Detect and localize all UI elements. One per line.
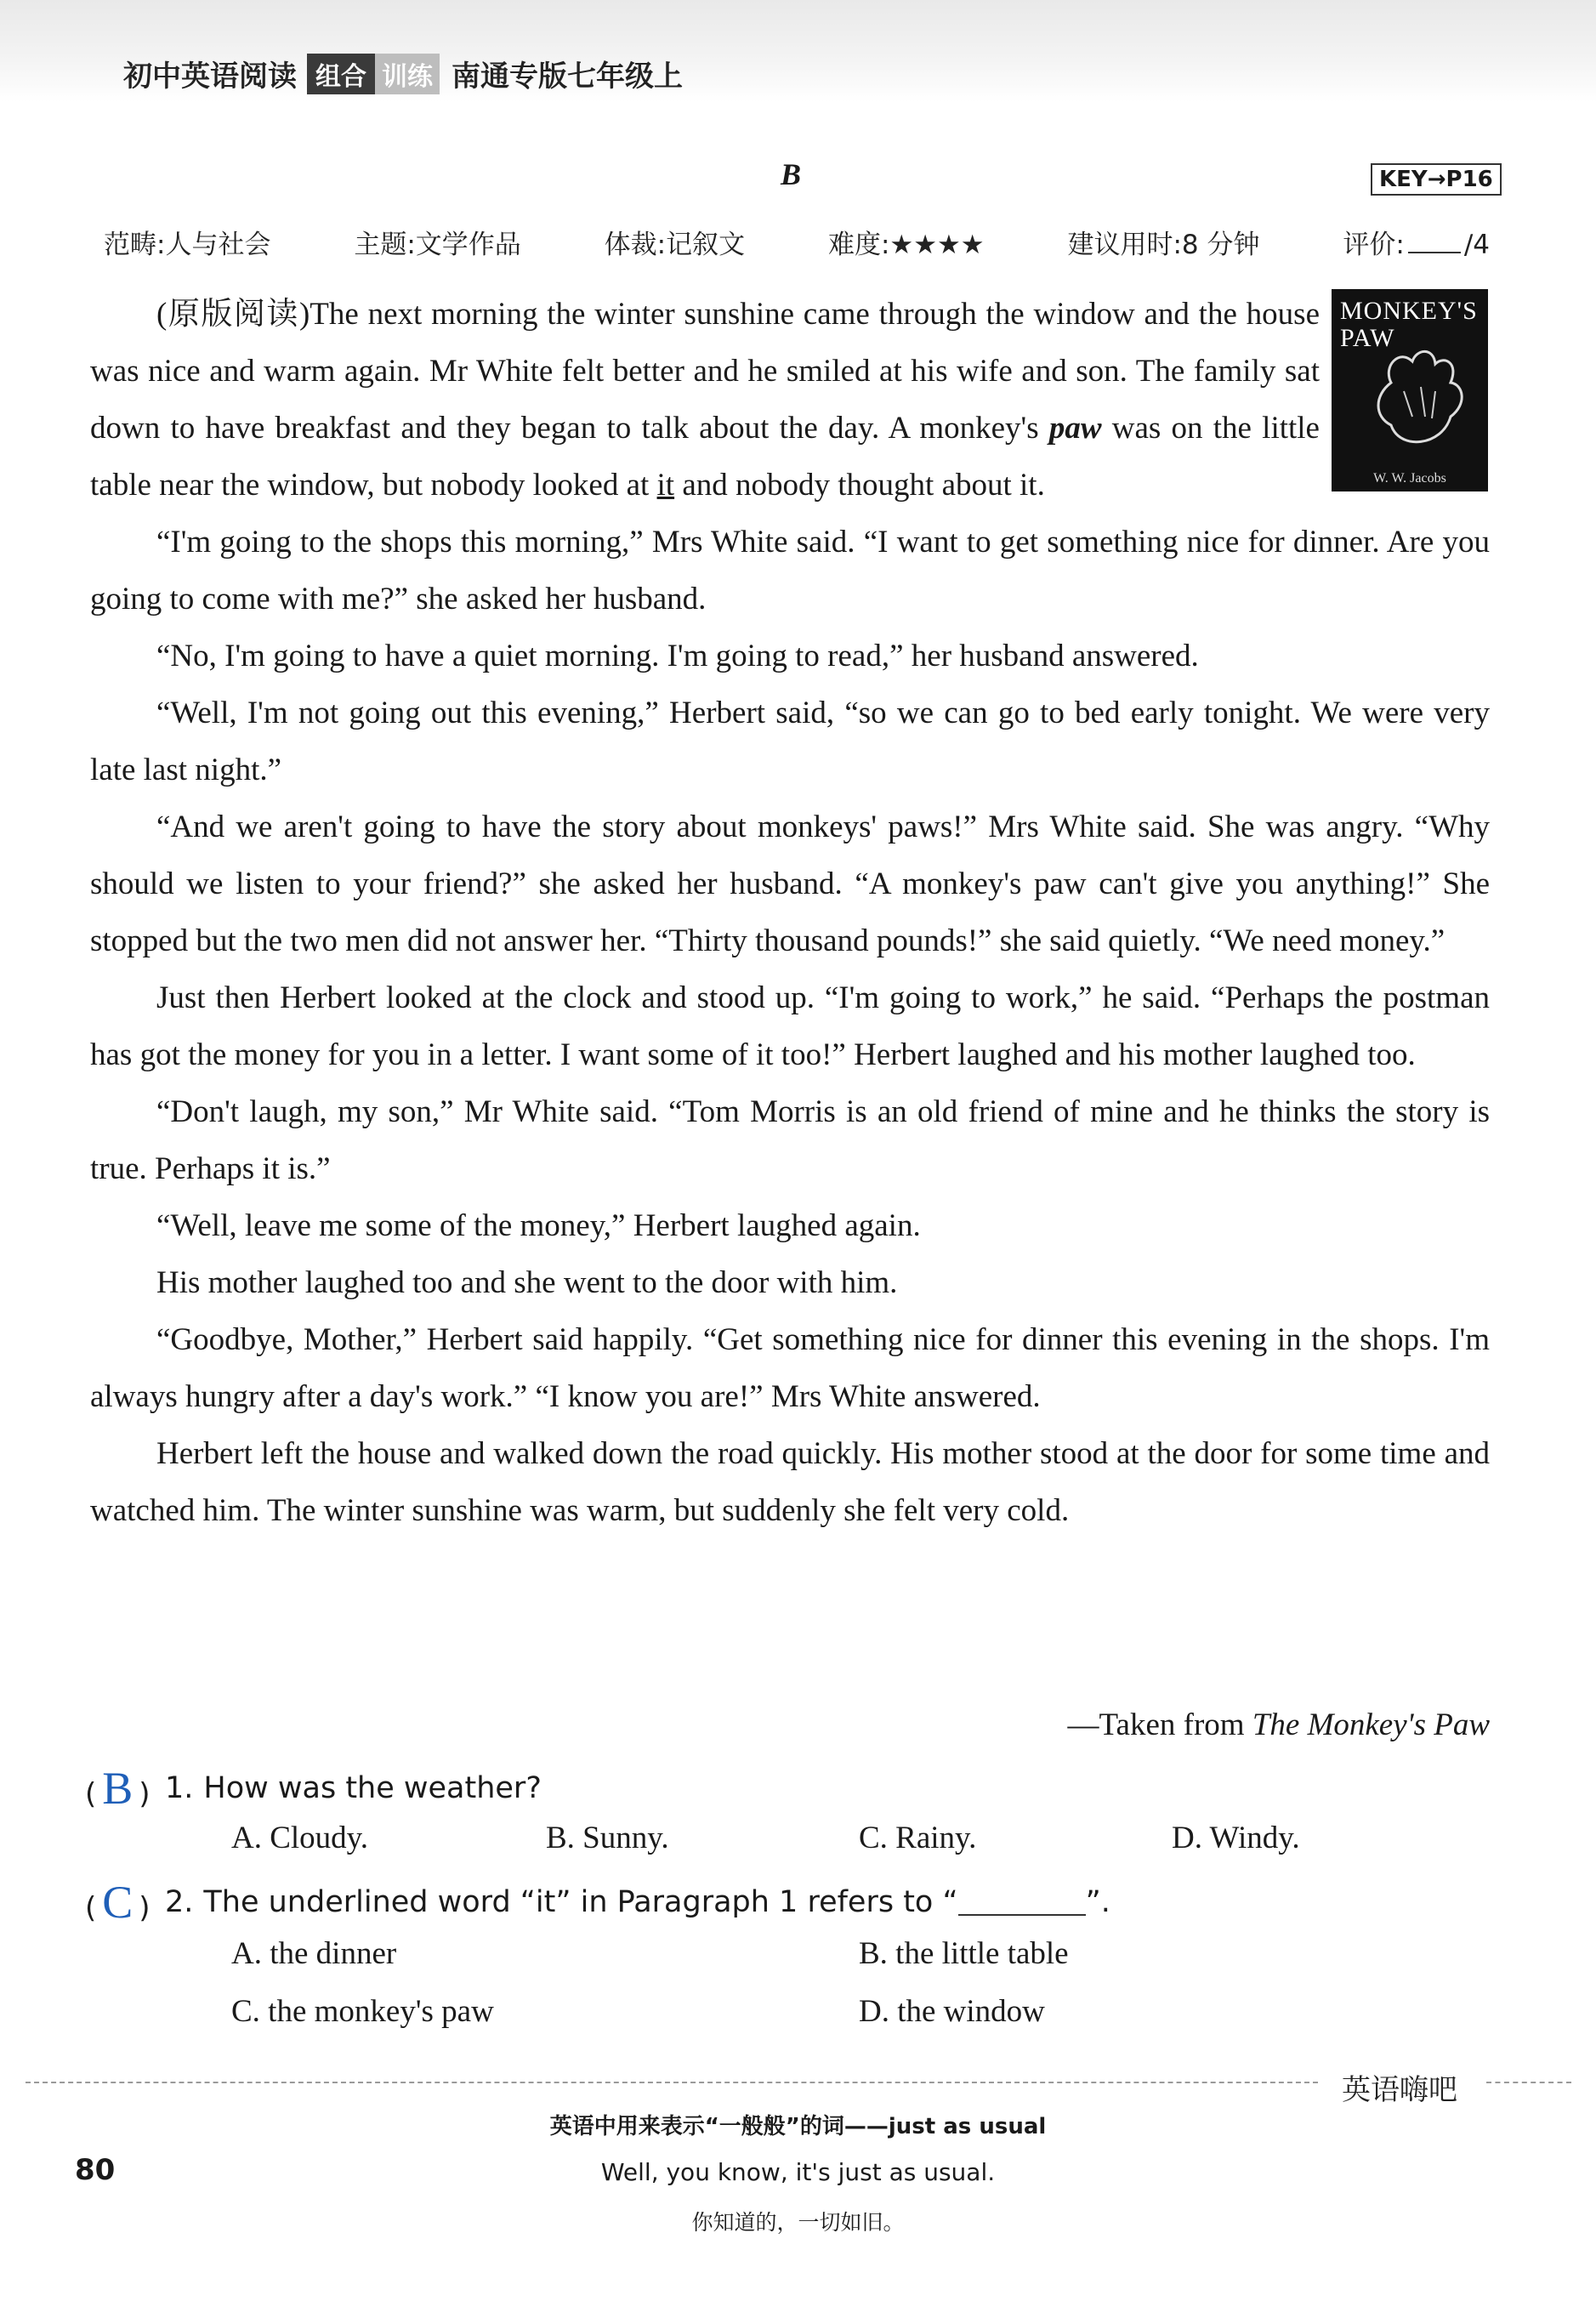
score-blank[interactable] <box>1408 252 1461 253</box>
source-citation <box>935 1707 1490 1743</box>
paragraph-1-text-a: The next morning the winter sunshine came through the window and the house was nice and warm again. Mr White felt better and he smiled at his wife and son. The family sat down to have breakfast and they began to talk about the day. A monkey's <box>90 297 1320 446</box>
page-number: 80 <box>75 2153 116 2187</box>
question-2-blank[interactable] <box>958 1889 1086 1916</box>
q1-option-c[interactable]: C. Rainy. <box>859 1821 977 1855</box>
q2-option-d[interactable]: D. the window <box>859 1994 1045 2029</box>
answer-slot-2[interactable]: ( C ) <box>85 1877 151 1928</box>
q1-option-b[interactable]: B. Sunny. <box>546 1821 669 1855</box>
info-difficulty: 难度:★★★★ <box>827 230 985 260</box>
original-reading-tag: (原版阅读) <box>156 297 310 332</box>
score-total: /4 <box>1463 230 1490 260</box>
info-genre: 体裁:记叙文 <box>604 230 746 260</box>
paragraph-9: His mother laughed too and she went to the door with him. <box>156 1265 898 1300</box>
info-theme: 主题:文学作品 <box>354 230 521 260</box>
answer-1: B <box>102 1763 133 1814</box>
tip-english-example: Well, you know, it's just as usual. <box>600 2158 996 2186</box>
book-title-text: 初中英语阅读 <box>123 60 297 94</box>
question-2-number: 2. <box>165 1885 194 1919</box>
answer-slot-1[interactable]: ( B ) <box>85 1763 151 1814</box>
question-1-number: 1. <box>165 1771 194 1805</box>
paragraph-10: “Goodbye, Mother,” Herbert said happily. “Get something nice for dinner this evening in the shops. I'm always hungry after a day's work.” “I know you are!” Mrs White answered. <box>90 1322 1490 1414</box>
paragraph-11: Herbert left the house and walked down the road quickly. His mother stood at the door for some time and watched him. The winter sunshine was warm, but suddenly she felt very cold. <box>90 1436 1490 1528</box>
paragraph-1-text-b: was on the little table near the window, but nobody looked at <box>90 411 1320 503</box>
cover-author: W. W. Jacobs <box>1373 471 1446 486</box>
key-word-paw: paw <box>1048 411 1102 446</box>
tag-combination: 组合 <box>307 54 375 94</box>
section-letter: B <box>781 157 802 191</box>
source-title: The Monkey's Paw <box>1252 1707 1490 1742</box>
paragraph-6: Just then Herbert looked at the clock and stood up. “I'm going to work,” he said. “Perhaps the postman has got the money for you in a letter. I want some of it too!” Herbert laughed and his mother laughed too. <box>90 980 1490 1072</box>
info-time: 建议用时:8 分钟 <box>1067 230 1260 260</box>
paragraph-1-text-c: and nobody thought about it. <box>674 468 1045 503</box>
answer-2: C <box>102 1877 133 1928</box>
info-bar <box>104 223 1490 261</box>
paragraph-2: “I'm going to the shops this morning,” Mrs White said. “I want to get something nice for dinner. Are you going to come with me?” she asked her husband. <box>90 525 1490 616</box>
footer-section-label: 英语嗨吧 <box>1342 2073 1457 2107</box>
info-domain: 范畴:人与社会 <box>104 230 271 260</box>
paragraph-1 <box>90 286 1490 514</box>
paragraph-8: “Well, leave me some of the money,” Herbert laughed again. <box>156 1208 921 1243</box>
footer-divider-right <box>1486 2082 1571 2083</box>
score-label: 评价: <box>1343 230 1405 260</box>
book-title <box>123 53 683 94</box>
question-1-text: How was the weather? <box>203 1771 542 1805</box>
info-score <box>1343 223 1490 261</box>
q1-option-a[interactable]: A. Cloudy. <box>231 1821 369 1855</box>
q1-option-d[interactable]: D. Windy. <box>1172 1821 1300 1855</box>
paragraph-4: “Well, I'm not going out this evening,” Herbert said, “so we can go to bed early tonight. We were very late last night.” <box>90 696 1490 787</box>
q2-option-c[interactable]: C. the monkey's paw <box>231 1994 494 2029</box>
underlined-word-it: it <box>656 468 675 503</box>
paragraph-5: “And we aren't going to have the story about monkeys' paws!” Mrs White said. She was angry. “Why should we listen to your friend?” she asked her husband. “A monkey's paw can't give you anything!” She stopped but the two men did not answer her. “Thirty thousand pounds!” she said quietly. “We need money.” <box>90 810 1490 958</box>
question-1 <box>85 1762 1497 1815</box>
paragraph-7: “Don't laugh, my son,” Mr White said. “Tom Morris is an old friend of mine and he thinks the story is true. Perhaps it is.” <box>90 1094 1490 1186</box>
reading-passage <box>90 286 1490 1539</box>
answer-key-reference: KEY→P16 <box>1371 163 1502 196</box>
tip-title: 英语中用来表示“一般般”的词——just as usual <box>549 2114 1047 2139</box>
cover-title: MONKEY'S PAW <box>1340 297 1478 352</box>
q2-option-b[interactable]: B. the little table <box>859 1936 1069 1971</box>
source-prefix: —Taken from <box>1067 1707 1252 1742</box>
question-2-text: The underlined word “it” in Paragraph 1 refers to “ <box>203 1885 958 1919</box>
footer-divider <box>26 2082 1318 2083</box>
q2-option-a[interactable]: A. the dinner <box>231 1936 397 1971</box>
tag-training: 训练 <box>375 54 440 94</box>
tip-chinese-translation: 你知道的，一切如旧。 <box>691 2210 905 2235</box>
question-2 <box>85 1876 1497 1929</box>
paragraph-3: “No, I'm going to have a quiet morning. I'm going to read,” her husband answered. <box>156 639 1199 673</box>
question-2-text-end: ”. <box>1085 1885 1110 1919</box>
edition-label: 南通专版七年级上 <box>452 60 683 94</box>
